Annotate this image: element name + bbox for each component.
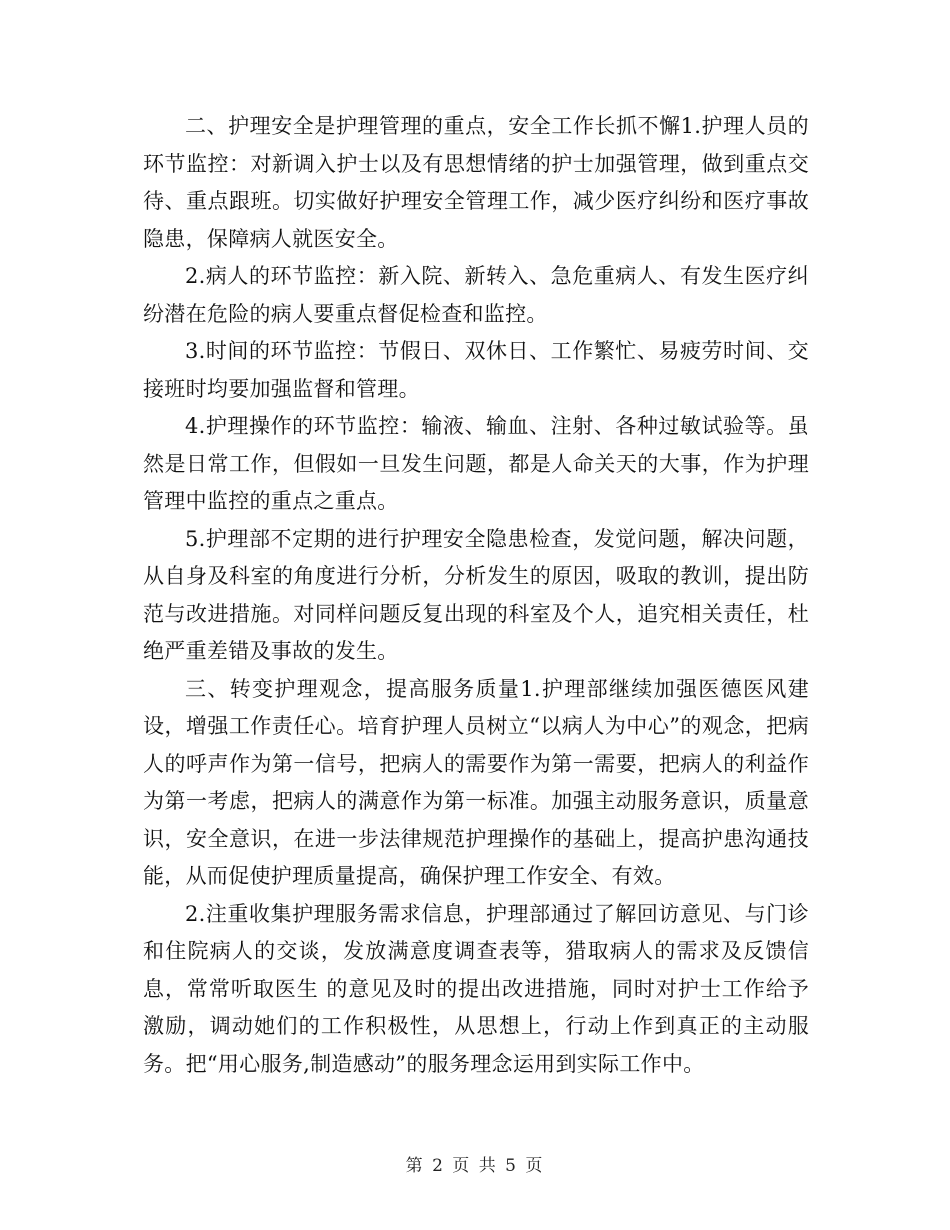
paragraph-patient-monitoring: 2.病人的环节监控：新入院、新转入、急危重病人、有发生医疗纠纷潜在危险的病人要重点督促检查和监控。 [143, 264, 809, 326]
paragraph-safety-inspection: 5.护理部不定期的进行护理安全隐患检查，发觉问题，解决问题，从自身及科室的角度进行分析，分析发生的原因，吸取的教训，提出防范与改进措施。对同样问题反复出现的科室及个人，追究相关责任，杜绝严重差错及事故的发生。 [143, 526, 809, 663]
paragraph-service-feedback: 2.注重收集护理服务需求信息，护理部通过了解回访意见、与门诊和住院病人的交谈，发放满意度调查表等，猎取病人的需求及反馈信息，常常听取医生 的意见及时的提出改进措施，同时对护士工作给予激励，调动她们的工作积极性，从思想上，行动上作到真正的主动服务。把“用心服务,制造感动”的服务理念运用到实际工作中。 [143, 901, 809, 1076]
paragraph-operation-monitoring: 4.护理操作的环节监控：输液、输血、注射、各种过敏试验等。虽然是日常工作，但假如一旦发生问题，都是人命关天的大事，作为护理管理中监控的重点之重点。 [143, 414, 809, 513]
document-body [143, 108, 809, 1083]
paragraph-time-monitoring: 3.时间的环节监控：节假日、双休日、工作繁忙、易疲劳时间、交接班时均要加强监督和管理。 [143, 339, 809, 401]
page-number-footer: 第 2 页 共 5 页 [405, 1156, 545, 1176]
paragraph-nursing-safety: 二、护理安全是护理管理的重点，安全工作长抓不懈1.护理人员的环节监控：对新调入护士以及有思想情绪的护士加强管理，做到重点交待、重点跟班。切实做好护理安全管理工作，减少医疗纠纷和医疗事故隐患，保障病人就医安全。 [143, 114, 809, 251]
paragraph-service-quality: 三、转变护理观念，提高服务质量1.护理部继续加强医德医风建设，增强工作责任心。培育护理人员树立“以病人为中心”的观念，把病人的呼声作为第一信号，把病人的需要作为第一需要，把病人的利益作为第一考虑，把病人的满意作为第一标准。加强主动服务意识，质量意识，安全意识，在进一步法律规范护理操作的基础上，提高护患沟通技能，从而促使护理质量提高，确保护理工作安全、有效。 [143, 676, 809, 888]
